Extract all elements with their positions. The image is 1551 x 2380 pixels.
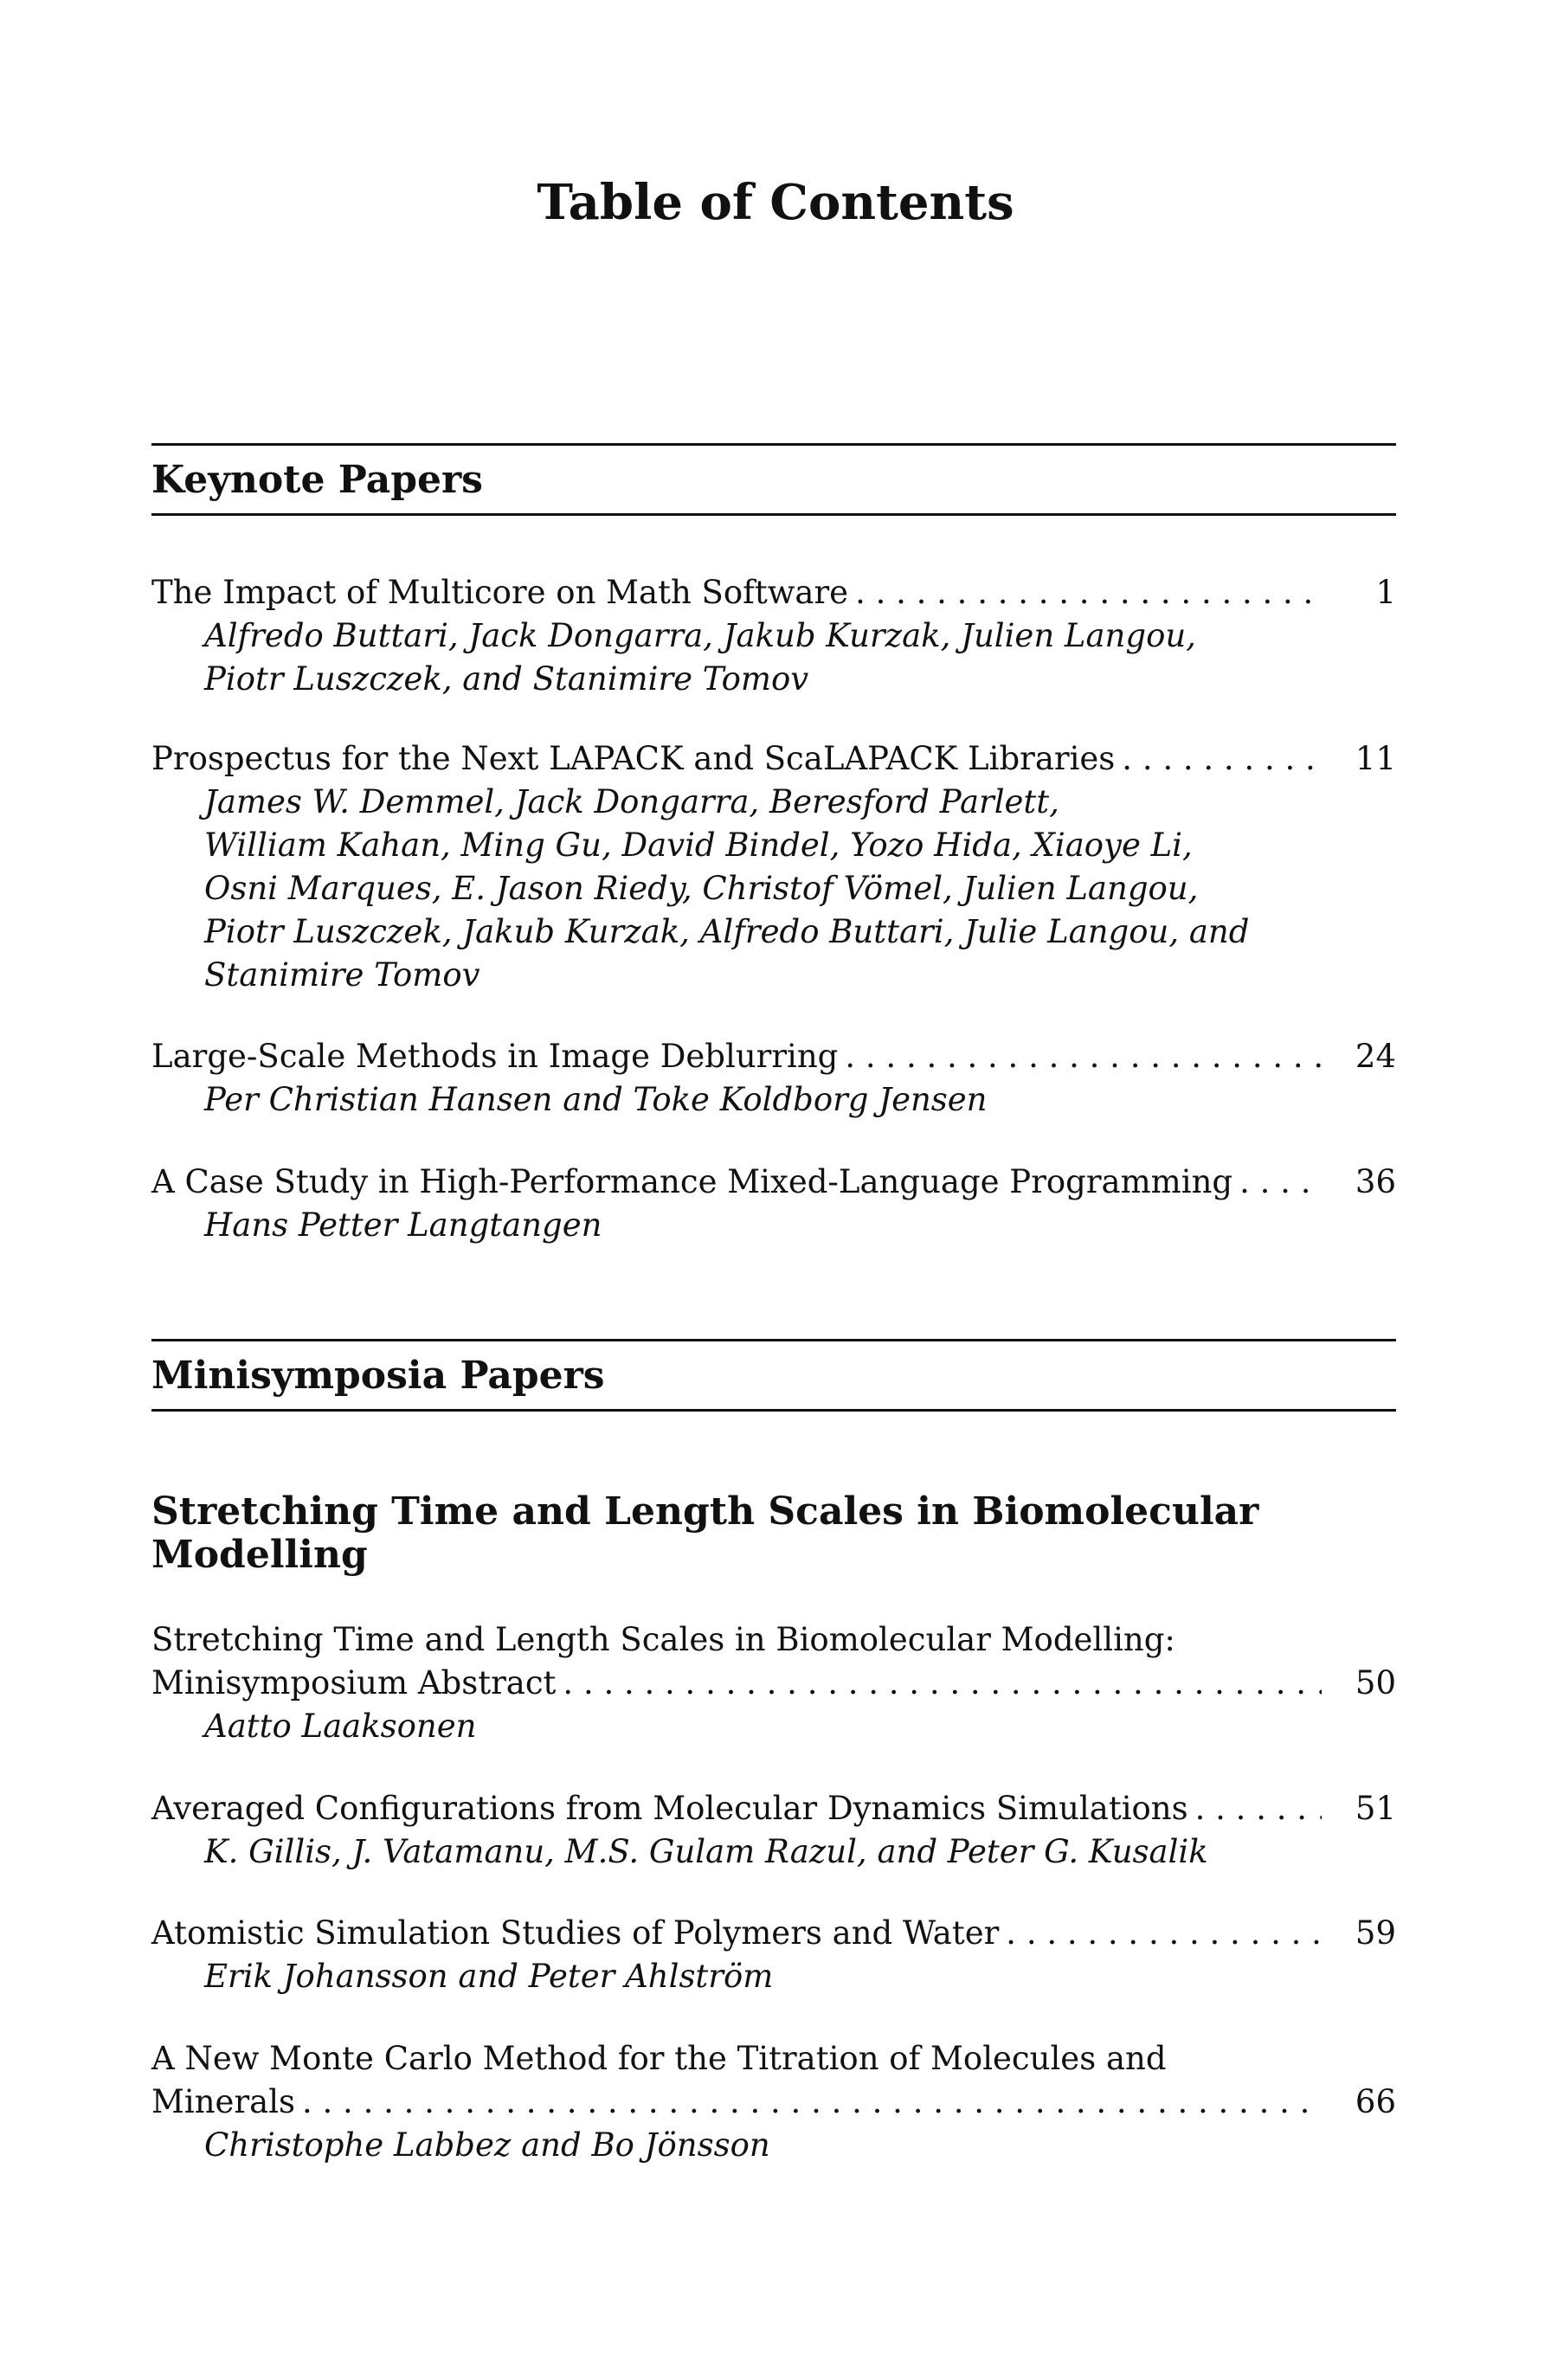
toc-entry[interactable]: [151, 1787, 1396, 1874]
entry-title[interactable]: Averaged Configurations from Molecular Dynamics Simulations: [151, 1790, 1188, 1827]
entry-authors: [151, 781, 1329, 997]
leader-dots: [302, 2081, 1322, 2124]
authors-line: Piotr Luszczek, and Stanimire Tomov: [204, 660, 809, 698]
toc-entry[interactable]: [151, 1912, 1396, 1998]
page-number: 51: [1355, 1790, 1396, 1827]
entry-authors: [151, 614, 1329, 701]
section-title: Keynote Papers: [151, 458, 483, 502]
entry-title[interactable]: A Case Study in High-Performance Mixed-Language Programming: [151, 1163, 1233, 1200]
page-number: 59: [1355, 1914, 1396, 1952]
subsection-title: [151, 1490, 1363, 1577]
leader-dots: [1006, 1912, 1322, 1955]
entry-title[interactable]: Prospectus for the Next LAPACK and ScaLAPACK Libraries: [151, 740, 1116, 777]
entry-title[interactable]: The Impact of Multicore on Math Software: [151, 574, 849, 611]
subsection-title-line: Modelling: [151, 1533, 368, 1577]
leader-dots: [1195, 1787, 1322, 1830]
authors-line: James W. Demmel, Jack Dongarra, Beresford Parlett,: [204, 783, 1059, 820]
entry-title[interactable]: Large-Scale Methods in Image Deblurring: [151, 1038, 839, 1075]
entry-title[interactable]: Minerals: [151, 2083, 296, 2120]
toc-entry[interactable]: [151, 1161, 1396, 1247]
authors-line: Stanimire Tomov: [204, 956, 480, 994]
authors-line: Osni Marques, E. Jason Riedy, Christof Vömel, Julien Langou,: [204, 870, 1199, 907]
authors-line: Erik Johansson and Peter Ahlström: [204, 1958, 774, 1995]
toc-entry[interactable]: [151, 1035, 1396, 1122]
page-number: 50: [1355, 1664, 1396, 1701]
leader-dots: [845, 1035, 1322, 1078]
page-number: 11: [1355, 740, 1396, 777]
section-header-minisymposia: [151, 1339, 1396, 1412]
authors-line: Aatto Laaksonen: [204, 1708, 477, 1745]
entry-authors: [151, 1955, 1329, 1998]
entry-title-line[interactable]: A New Monte Carlo Method for the Titration of Molecules and: [151, 2040, 1167, 2077]
page-title: Table of Contents: [537, 174, 1014, 231]
subsection-title-line: Stretching Time and Length Scales in Biomolecular: [151, 1489, 1259, 1534]
entry-authors: [151, 2124, 1329, 2167]
authors-line: Piotr Luszczek, Jakub Kurzak, Alfredo Buttari, Julie Langou, and: [204, 913, 1250, 950]
entry-authors: [151, 1830, 1329, 1874]
toc-entry[interactable]: [151, 571, 1396, 701]
leader-dots: [1122, 737, 1322, 781]
page-number: 24: [1355, 1038, 1396, 1075]
entry-title-line[interactable]: Stretching Time and Length Scales in Biomolecular Modelling:: [151, 1621, 1175, 1658]
toc-entry[interactable]: [151, 1618, 1396, 1748]
entry-title[interactable]: Atomistic Simulation Studies of Polymers and Water: [151, 1914, 1000, 1952]
authors-line: K. Gillis, J. Vatamanu, M.S. Gulam Razul, and Peter G. Kusalik: [204, 1833, 1208, 1870]
toc-entry[interactable]: [151, 737, 1396, 997]
leader-dots: [563, 1662, 1322, 1705]
section-header-keynote: [151, 443, 1396, 516]
page-number: 1: [1375, 574, 1396, 611]
page-number: 66: [1355, 2083, 1396, 2120]
entry-authors: [151, 1204, 1329, 1247]
authors-line: Per Christian Hansen and Toke Koldborg Jensen: [204, 1081, 988, 1118]
entry-authors: [151, 1705, 1329, 1748]
leader-dots: [855, 571, 1322, 614]
section-title: Minisymposia Papers: [151, 1354, 605, 1398]
toc-entry[interactable]: [151, 2037, 1396, 2167]
authors-line: William Kahan, Ming Gu, David Bindel, Yozo Hida, Xiaoye Li,: [204, 827, 1193, 864]
page-number: 36: [1355, 1163, 1396, 1200]
authors-line: Christophe Labbez and Bo Jönsson: [204, 2126, 770, 2164]
authors-line: Hans Petter Langtangen: [204, 1206, 602, 1244]
entry-authors: [151, 1078, 1329, 1122]
leader-dots: [1239, 1161, 1322, 1204]
authors-line: Alfredo Buttari, Jack Dongarra, Jakub Kurzak, Julien Langou,: [204, 617, 1196, 654]
entry-title[interactable]: Minisymposium Abstract: [151, 1664, 557, 1701]
